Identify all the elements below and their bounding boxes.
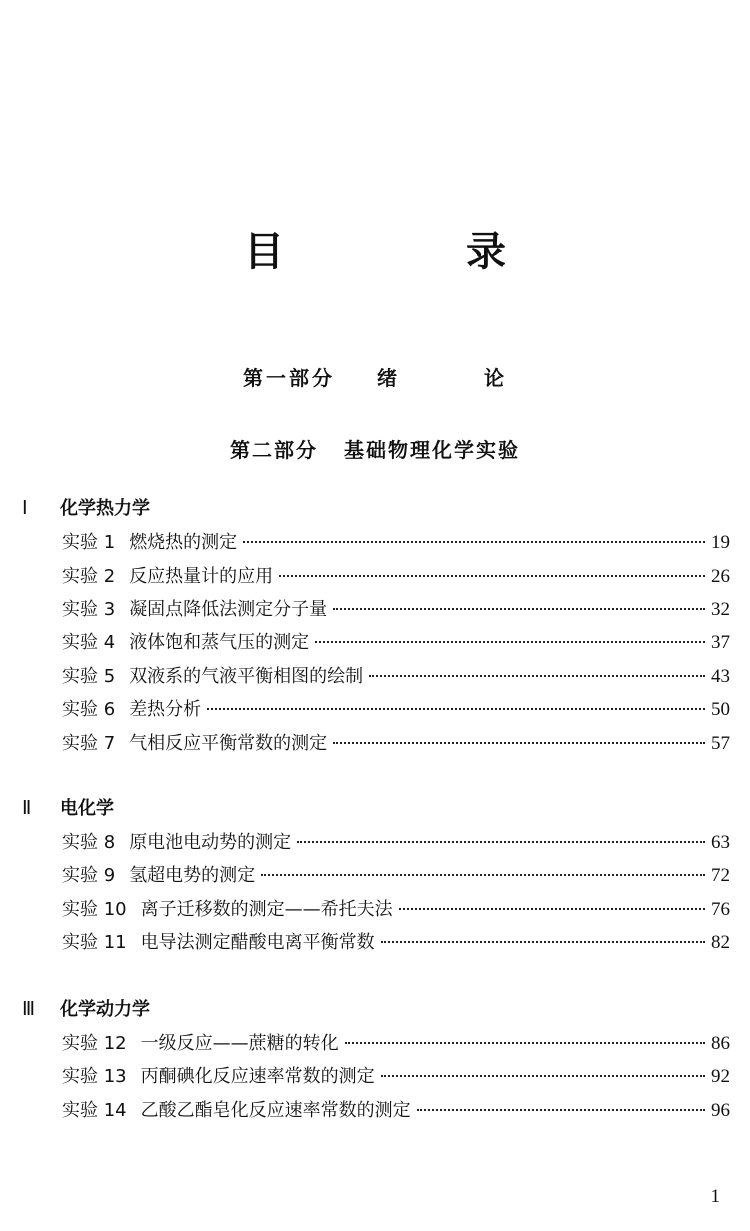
- dot-leader: [345, 1042, 705, 1044]
- entry-label: 实验 8: [62, 832, 116, 853]
- entry-label: 实验 6: [62, 699, 116, 720]
- entry-title: 液体饱和蒸气压的测定: [129, 632, 310, 653]
- section-name: 电化学: [60, 798, 114, 819]
- entry-label: 实验 13: [62, 1066, 127, 1087]
- entry-label: 实验 1: [62, 532, 116, 553]
- dot-leader: [315, 641, 705, 643]
- entry-label: 实验 3: [62, 599, 116, 620]
- dot-leader: [399, 908, 705, 910]
- entry-title: 双液系的气液平衡相图的绘制: [129, 666, 364, 687]
- dot-leader: [381, 941, 705, 943]
- entry-title: 电导法测定醋酸电离平衡常数: [140, 932, 375, 953]
- toc-entry[interactable]: [62, 828, 730, 854]
- dot-leader: [381, 1075, 705, 1077]
- page-title: 目 录: [244, 229, 590, 275]
- section-heading: [22, 995, 150, 1021]
- dot-leader: [261, 874, 705, 876]
- toc-entry[interactable]: [62, 628, 730, 654]
- entry-label: 实验 11: [62, 932, 127, 953]
- section-name: 化学热力学: [60, 498, 150, 519]
- page-number: 1: [710, 1186, 720, 1207]
- entry-page: 76: [711, 899, 730, 920]
- section-heading: [22, 494, 150, 520]
- toc-entry[interactable]: [62, 695, 730, 721]
- entry-title: 气相反应平衡常数的测定: [129, 733, 328, 754]
- entry-title: 原电池电动势的测定: [129, 832, 292, 853]
- entry-title: 氢超电势的测定: [129, 865, 256, 886]
- toc-entry[interactable]: [62, 528, 730, 554]
- toc-entry[interactable]: [62, 1029, 730, 1055]
- dot-leader: [333, 608, 705, 610]
- part-one-heading: [0, 362, 750, 391]
- entry-page: 43: [711, 666, 730, 687]
- entry-label: 实验 9: [62, 865, 116, 886]
- entry-label: 实验 2: [62, 566, 116, 587]
- toc-entry[interactable]: [62, 895, 730, 921]
- entry-label: 实验 12: [62, 1033, 127, 1054]
- entry-label: 实验 5: [62, 666, 116, 687]
- entry-page: 92: [711, 1066, 730, 1087]
- toc-entry[interactable]: [62, 729, 730, 755]
- entry-page: 72: [711, 865, 730, 886]
- entry-title: 丙酮碘化反应速率常数的测定: [140, 1066, 375, 1087]
- part-two-heading: [0, 434, 750, 463]
- dot-leader: [333, 742, 705, 744]
- entry-title: 凝固点降低法测定分子量: [129, 599, 328, 620]
- entry-title: 差热分析: [129, 699, 202, 720]
- entry-page: 37: [711, 632, 730, 653]
- section-numeral: Ⅰ: [22, 498, 28, 519]
- dot-leader: [297, 841, 705, 843]
- part-two-title: 基础物理化学实验: [344, 438, 520, 462]
- entry-page: 19: [711, 532, 730, 553]
- toc-entry[interactable]: [62, 861, 730, 887]
- entry-page: 32: [711, 599, 730, 620]
- toc-entry[interactable]: [62, 928, 730, 954]
- dot-leader: [417, 1109, 705, 1111]
- entry-label: 实验 14: [62, 1100, 127, 1121]
- dot-leader: [207, 708, 705, 710]
- part-two-label: 第二部分: [230, 438, 318, 462]
- entry-page: 96: [711, 1100, 730, 1121]
- entry-label: 实验 10: [62, 899, 127, 920]
- dot-leader: [369, 675, 705, 677]
- section-numeral: Ⅲ: [22, 999, 36, 1020]
- entry-page: 50: [711, 699, 730, 720]
- toc-entry[interactable]: [62, 595, 730, 621]
- entry-title: 一级反应——蔗糖的转化: [140, 1033, 339, 1054]
- entry-page: 86: [711, 1033, 730, 1054]
- entry-page: 57: [711, 733, 730, 754]
- dot-leader: [243, 541, 705, 543]
- toc-entry[interactable]: [62, 562, 730, 588]
- dot-leader: [279, 575, 705, 577]
- toc-entry[interactable]: [62, 1096, 730, 1122]
- part-one-word-2: 论: [484, 366, 507, 390]
- entry-title: 燃烧热的测定: [129, 532, 238, 553]
- section-numeral: Ⅱ: [22, 798, 32, 819]
- entry-label: 实验 4: [62, 632, 116, 653]
- entry-label: 实验 7: [62, 733, 116, 754]
- toc-entry[interactable]: [62, 662, 730, 688]
- entry-page: 63: [711, 832, 730, 853]
- section-name: 化学动力学: [60, 999, 150, 1020]
- entry-title: 离子迁移数的测定——希托夫法: [140, 899, 393, 920]
- entry-title: 乙酸乙酯皂化反应速率常数的测定: [140, 1100, 411, 1121]
- entry-page: 82: [711, 932, 730, 953]
- entry-page: 26: [711, 566, 730, 587]
- section-heading: [22, 794, 114, 820]
- part-one-word-1: 绪: [377, 366, 400, 390]
- part-one-label: 第一部分: [243, 366, 335, 390]
- entry-title: 反应热量计的应用: [129, 566, 274, 587]
- toc-entry[interactable]: [62, 1062, 730, 1088]
